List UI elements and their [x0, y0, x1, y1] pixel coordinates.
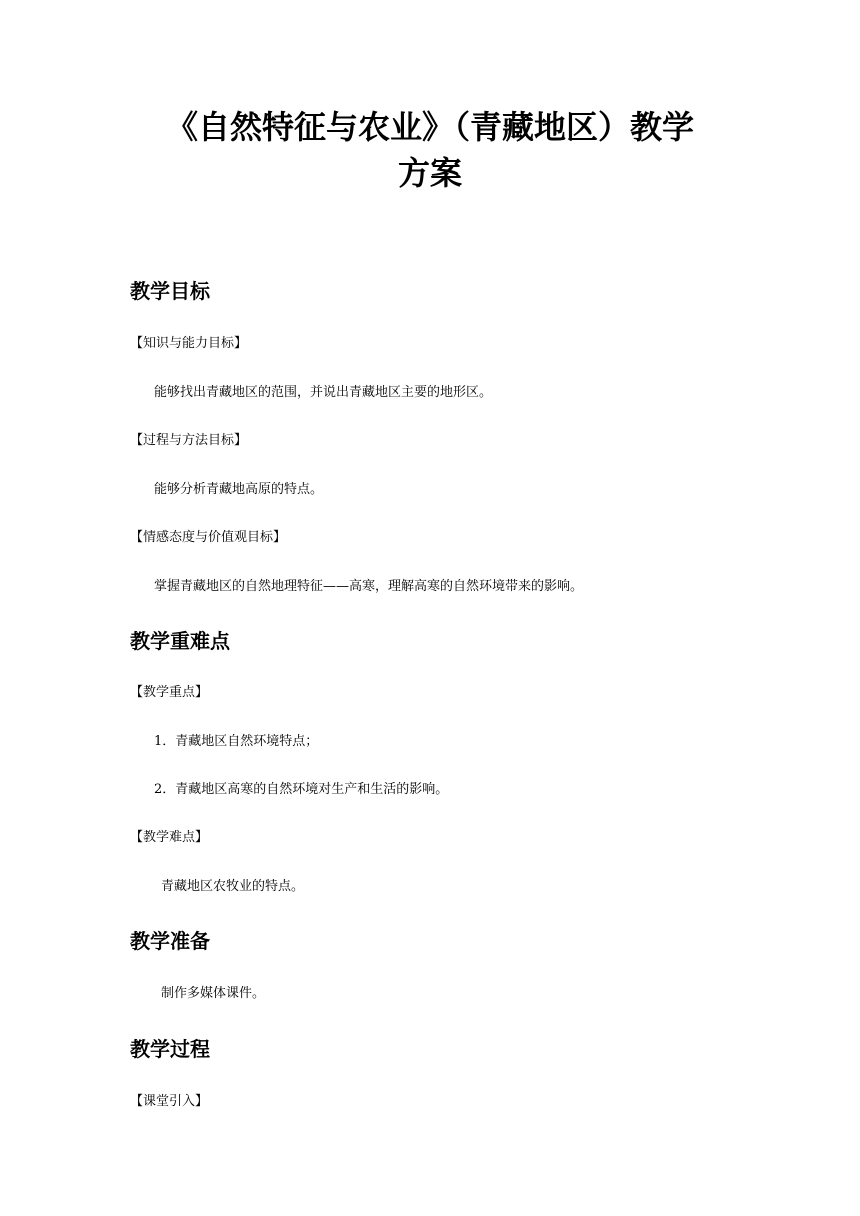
emotion-goal-label: 【情感态度与价值观目标】 — [130, 530, 287, 545]
focus-label: 【教学重点】 — [130, 685, 209, 700]
difficulty-text: 青藏地区农牧业的特点。 — [161, 879, 305, 894]
title-line-1: 《自然特征与农业》（青藏地区）教学 — [165, 108, 694, 146]
difficulty-label: 【教学难点】 — [130, 830, 209, 845]
section-heading-preparation: 教学准备 — [130, 929, 210, 953]
process-goal-label: 【过程与方法目标】 — [130, 433, 248, 448]
emotion-goal-text: 掌握青藏地区的自然地理特征——高寒，理解高寒的自然环境带来的影响。 — [154, 579, 584, 594]
section-heading-process: 教学过程 — [130, 1037, 210, 1061]
knowledge-goal-label: 【知识与能力目标】 — [130, 336, 248, 351]
section-heading-key-points: 教学重难点 — [130, 629, 230, 653]
document-title — [100, 104, 760, 196]
focus-item-2: 2．青藏地区高寒的自然环境对生产和生活的影响。 — [154, 782, 449, 797]
title-line-2: 方案 — [397, 154, 462, 192]
intro-label: 【课堂引入】 — [130, 1094, 209, 1109]
knowledge-goal-text: 能够找出青藏地区的范围，并说出青藏地区主要的地形区。 — [154, 385, 493, 400]
preparation-text: 制作多媒体课件。 — [161, 986, 266, 1001]
process-goal-text: 能够分析青藏地高原的特点。 — [154, 482, 324, 497]
section-heading-goals: 教学目标 — [130, 279, 210, 303]
focus-item-1: 1．青藏地区自然环境特点； — [154, 734, 319, 749]
